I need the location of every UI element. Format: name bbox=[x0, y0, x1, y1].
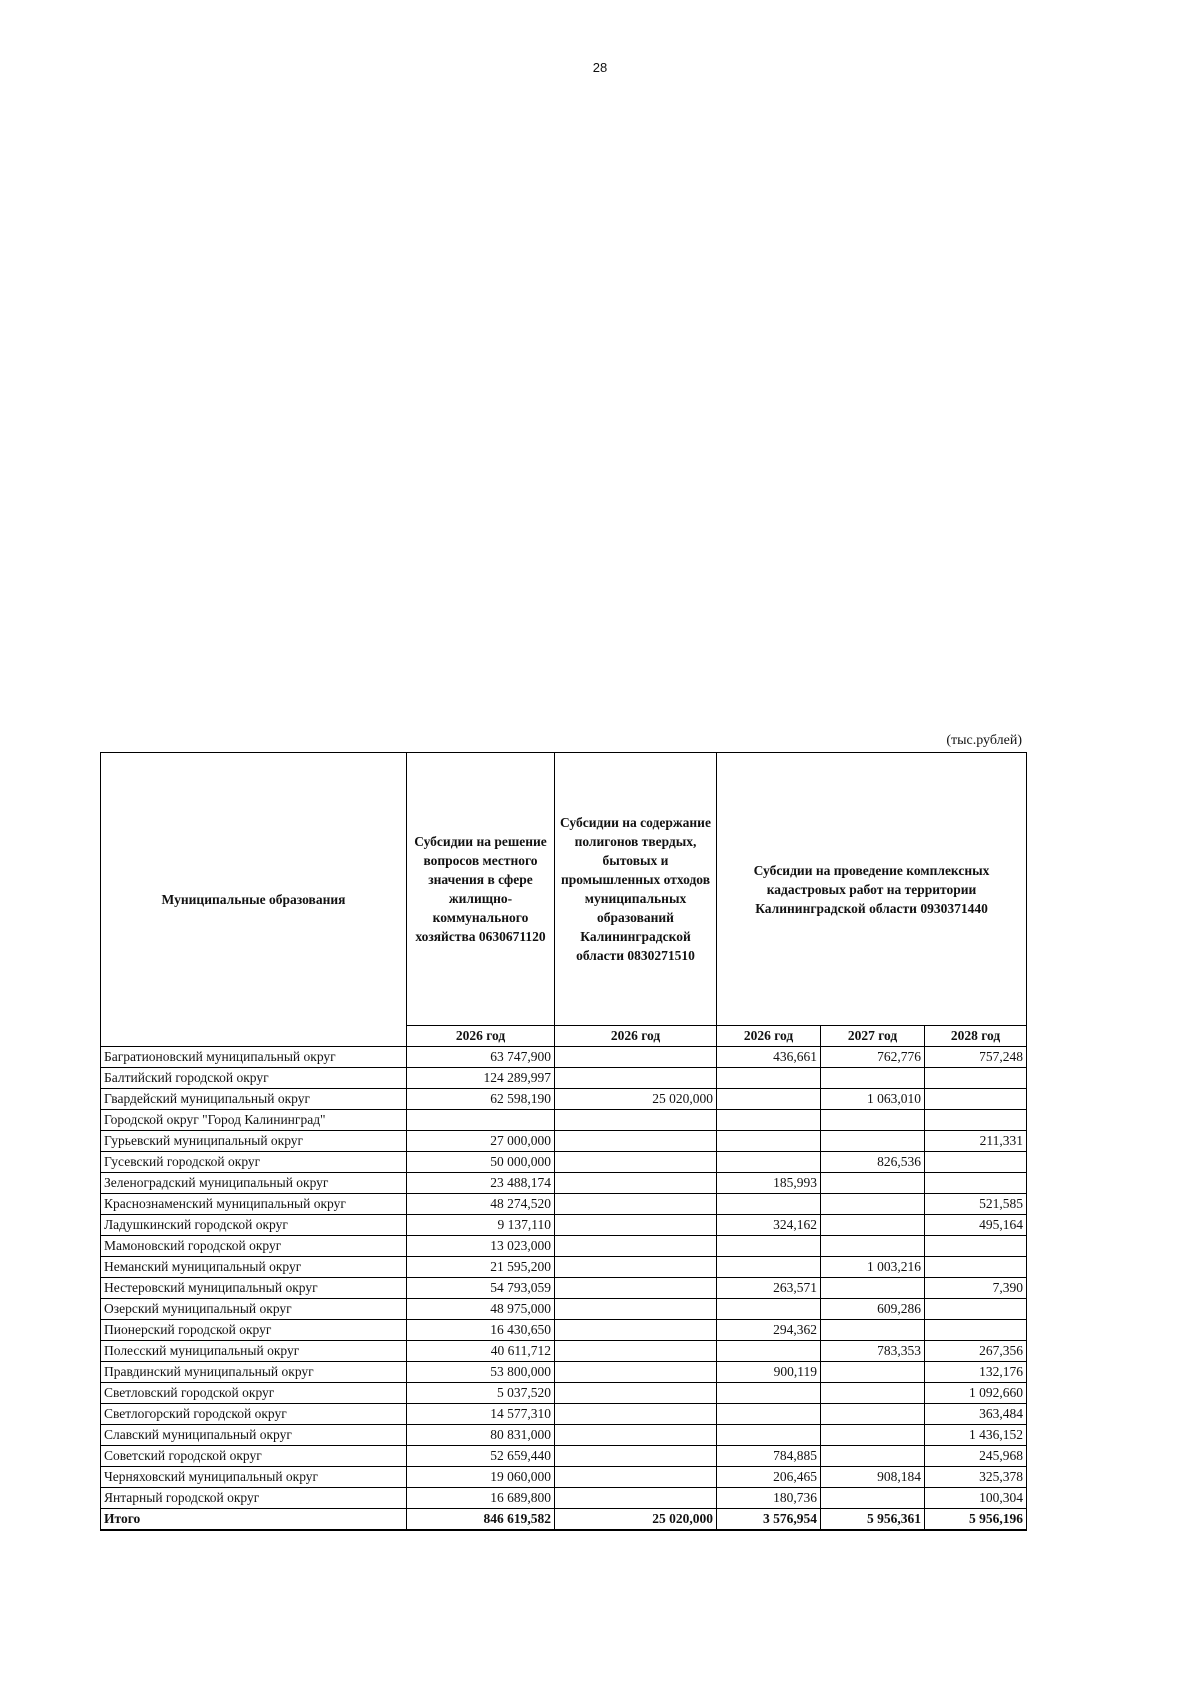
amount-cell: 1 063,010 bbox=[821, 1089, 925, 1110]
amount-cell: 16 430,650 bbox=[407, 1320, 555, 1341]
amount-cell: 1 436,152 bbox=[925, 1425, 1027, 1446]
header-col2: Субсидии на содержание полигонов твердых, бытовых и промышленных отходов муниципальных образований Калининградской области 0830271510 bbox=[555, 753, 717, 1026]
municipality-name: Полесский муниципальный округ bbox=[101, 1341, 407, 1362]
amount-cell: 132,176 bbox=[925, 1362, 1027, 1383]
amount-cell bbox=[555, 1425, 717, 1446]
municipality-name: Светловский городской округ bbox=[101, 1383, 407, 1404]
amount-cell bbox=[925, 1152, 1027, 1173]
amount-cell: 62 598,190 bbox=[407, 1089, 555, 1110]
municipality-name: Неманский муниципальный округ bbox=[101, 1257, 407, 1278]
table-row bbox=[101, 1131, 1027, 1152]
amount-cell bbox=[717, 1131, 821, 1152]
amount-cell bbox=[555, 1362, 717, 1383]
table-row bbox=[101, 1194, 1027, 1215]
amount-cell bbox=[717, 1152, 821, 1173]
table-row bbox=[101, 1362, 1027, 1383]
amount-cell: 1 003,216 bbox=[821, 1257, 925, 1278]
amount-cell: 206,465 bbox=[717, 1467, 821, 1488]
amount-cell: 263,571 bbox=[717, 1278, 821, 1299]
amount-cell bbox=[555, 1299, 717, 1320]
amount-cell bbox=[555, 1320, 717, 1341]
amount-cell bbox=[821, 1236, 925, 1257]
amount-cell: 23 488,174 bbox=[407, 1173, 555, 1194]
amount-cell bbox=[407, 1110, 555, 1131]
amount-cell bbox=[821, 1383, 925, 1404]
amount-cell bbox=[717, 1257, 821, 1278]
amount-cell: 25 020,000 bbox=[555, 1509, 717, 1531]
amount-cell: 19 060,000 bbox=[407, 1467, 555, 1488]
amount-cell bbox=[925, 1257, 1027, 1278]
amount-cell: 5 037,520 bbox=[407, 1383, 555, 1404]
amount-cell bbox=[717, 1110, 821, 1131]
header-municipality: Муниципальные образования bbox=[101, 753, 407, 1047]
amount-cell: 25 020,000 bbox=[555, 1089, 717, 1110]
year-header: 2027 год bbox=[821, 1026, 925, 1047]
amount-cell bbox=[925, 1089, 1027, 1110]
table-row bbox=[101, 1215, 1027, 1236]
amount-cell bbox=[555, 1446, 717, 1467]
page-number: 28 bbox=[592, 60, 608, 75]
municipality-name: Краснознаменский муниципальный округ bbox=[101, 1194, 407, 1215]
amount-cell bbox=[555, 1068, 717, 1089]
table-row bbox=[101, 1257, 1027, 1278]
table-row bbox=[101, 1278, 1027, 1299]
amount-cell bbox=[925, 1173, 1027, 1194]
table-row bbox=[101, 1320, 1027, 1341]
municipality-name: Правдинский муниципальный округ bbox=[101, 1362, 407, 1383]
amount-cell bbox=[821, 1404, 925, 1425]
amount-cell bbox=[821, 1194, 925, 1215]
amount-cell bbox=[717, 1404, 821, 1425]
amount-cell: 5 956,361 bbox=[821, 1509, 925, 1531]
municipality-name: Багратионовский муниципальный округ bbox=[101, 1047, 407, 1068]
amount-cell: 1 092,660 bbox=[925, 1383, 1027, 1404]
amount-cell: 40 611,712 bbox=[407, 1341, 555, 1362]
table-row bbox=[101, 1425, 1027, 1446]
amount-cell: 100,304 bbox=[925, 1488, 1027, 1509]
amount-cell bbox=[555, 1110, 717, 1131]
amount-cell bbox=[717, 1341, 821, 1362]
municipality-name: Светлогорский городской округ bbox=[101, 1404, 407, 1425]
table-row bbox=[101, 1068, 1027, 1089]
amount-cell bbox=[925, 1236, 1027, 1257]
municipality-name: Черняховский муниципальный округ bbox=[101, 1467, 407, 1488]
amount-cell: 826,536 bbox=[821, 1152, 925, 1173]
amount-cell: 124 289,997 bbox=[407, 1068, 555, 1089]
municipality-name: Мамоновский городской округ bbox=[101, 1236, 407, 1257]
amount-cell: 3 576,954 bbox=[717, 1509, 821, 1531]
table-row bbox=[101, 1383, 1027, 1404]
amount-cell: 757,248 bbox=[925, 1047, 1027, 1068]
municipality-name: Гурьевский муниципальный округ bbox=[101, 1131, 407, 1152]
amount-cell: 52 659,440 bbox=[407, 1446, 555, 1467]
amount-cell: 325,378 bbox=[925, 1467, 1027, 1488]
amount-cell: 21 595,200 bbox=[407, 1257, 555, 1278]
total-label: Итого bbox=[101, 1509, 407, 1531]
municipality-name: Советский городской округ bbox=[101, 1446, 407, 1467]
header-col3: Субсидии на проведение комплексных кадастровых работ на территории Калининградской области 0930371440 bbox=[717, 753, 1027, 1026]
municipality-name: Янтарный городской округ bbox=[101, 1488, 407, 1509]
amount-cell: 609,286 bbox=[821, 1299, 925, 1320]
amount-cell: 53 800,000 bbox=[407, 1362, 555, 1383]
amount-cell bbox=[925, 1068, 1027, 1089]
amount-cell: 180,736 bbox=[717, 1488, 821, 1509]
table-row bbox=[101, 1341, 1027, 1362]
amount-cell: 80 831,000 bbox=[407, 1425, 555, 1446]
amount-cell bbox=[821, 1110, 925, 1131]
amount-cell bbox=[555, 1278, 717, 1299]
table-row bbox=[101, 1173, 1027, 1194]
amount-cell bbox=[821, 1488, 925, 1509]
amount-cell bbox=[555, 1488, 717, 1509]
amount-cell: 784,885 bbox=[717, 1446, 821, 1467]
amount-cell: 521,585 bbox=[925, 1194, 1027, 1215]
amount-cell: 846 619,582 bbox=[407, 1509, 555, 1531]
amount-cell bbox=[717, 1236, 821, 1257]
amount-cell bbox=[555, 1215, 717, 1236]
amount-cell: 908,184 bbox=[821, 1467, 925, 1488]
amount-cell bbox=[555, 1131, 717, 1152]
amount-cell bbox=[925, 1110, 1027, 1131]
amount-cell: 900,119 bbox=[717, 1362, 821, 1383]
amount-cell bbox=[821, 1173, 925, 1194]
amount-cell bbox=[821, 1362, 925, 1383]
table-row bbox=[101, 1047, 1027, 1068]
amount-cell bbox=[925, 1320, 1027, 1341]
amount-cell: 267,356 bbox=[925, 1341, 1027, 1362]
amount-cell: 185,993 bbox=[717, 1173, 821, 1194]
amount-cell: 48 975,000 bbox=[407, 1299, 555, 1320]
amount-cell: 436,661 bbox=[717, 1047, 821, 1068]
amount-cell: 63 747,900 bbox=[407, 1047, 555, 1068]
amount-cell: 50 000,000 bbox=[407, 1152, 555, 1173]
amount-cell bbox=[821, 1425, 925, 1446]
table-row bbox=[101, 1446, 1027, 1467]
header-col1: Субсидии на решение вопросов местного значения в сфере жилищно-коммунального хозяйства 0630671120 bbox=[407, 753, 555, 1026]
amount-cell bbox=[821, 1131, 925, 1152]
amount-cell bbox=[717, 1194, 821, 1215]
amount-cell bbox=[555, 1341, 717, 1362]
header-row bbox=[101, 753, 1027, 1026]
amount-cell: 27 000,000 bbox=[407, 1131, 555, 1152]
amount-cell: 9 137,110 bbox=[407, 1215, 555, 1236]
table-row bbox=[101, 1404, 1027, 1425]
amount-cell: 5 956,196 bbox=[925, 1509, 1027, 1531]
municipality-name: Зеленоградский муниципальный округ bbox=[101, 1173, 407, 1194]
amount-cell: 294,362 bbox=[717, 1320, 821, 1341]
amount-cell bbox=[821, 1068, 925, 1089]
amount-cell: 762,776 bbox=[821, 1047, 925, 1068]
amount-cell bbox=[555, 1173, 717, 1194]
table-row bbox=[101, 1299, 1027, 1320]
amount-cell: 14 577,310 bbox=[407, 1404, 555, 1425]
municipality-name: Славский муниципальный округ bbox=[101, 1425, 407, 1446]
year-header: 2026 год bbox=[717, 1026, 821, 1047]
year-header: 2026 год bbox=[407, 1026, 555, 1047]
amount-cell bbox=[821, 1320, 925, 1341]
table-row bbox=[101, 1110, 1027, 1131]
amount-cell bbox=[555, 1257, 717, 1278]
amount-cell: 324,162 bbox=[717, 1215, 821, 1236]
amount-cell bbox=[821, 1215, 925, 1236]
year-header: 2028 год bbox=[925, 1026, 1027, 1047]
municipality-name: Ладушкинский городской округ bbox=[101, 1215, 407, 1236]
table-row bbox=[101, 1236, 1027, 1257]
amount-cell: 16 689,800 bbox=[407, 1488, 555, 1509]
year-header: 2026 год bbox=[555, 1026, 717, 1047]
table-row bbox=[101, 1089, 1027, 1110]
amount-cell: 7,390 bbox=[925, 1278, 1027, 1299]
amount-cell: 245,968 bbox=[925, 1446, 1027, 1467]
municipality-name: Пионерский городской округ bbox=[101, 1320, 407, 1341]
amount-cell bbox=[555, 1236, 717, 1257]
units-label: (тыс.рублей) bbox=[946, 733, 1022, 748]
amount-cell bbox=[555, 1467, 717, 1488]
amount-cell: 783,353 bbox=[821, 1341, 925, 1362]
table-row bbox=[101, 1152, 1027, 1173]
amount-cell bbox=[555, 1194, 717, 1215]
amount-cell: 13 023,000 bbox=[407, 1236, 555, 1257]
municipality-name: Озерский муниципальный округ bbox=[101, 1299, 407, 1320]
table-row bbox=[101, 1467, 1027, 1488]
municipality-name: Гвардейский муниципальный округ bbox=[101, 1089, 407, 1110]
amount-cell bbox=[821, 1446, 925, 1467]
municipality-name: Гусевский городской округ bbox=[101, 1152, 407, 1173]
amount-cell: 363,484 bbox=[925, 1404, 1027, 1425]
municipality-name: Городской округ "Город Калининград" bbox=[101, 1110, 407, 1131]
amount-cell bbox=[717, 1425, 821, 1446]
amount-cell bbox=[555, 1152, 717, 1173]
amount-cell bbox=[555, 1383, 717, 1404]
amount-cell bbox=[555, 1404, 717, 1425]
amount-cell bbox=[717, 1089, 821, 1110]
municipality-name: Балтийский городской округ bbox=[101, 1068, 407, 1089]
amount-cell bbox=[821, 1278, 925, 1299]
table-body bbox=[101, 1047, 1027, 1531]
amount-cell: 211,331 bbox=[925, 1131, 1027, 1152]
municipality-name: Нестеровский муниципальный округ bbox=[101, 1278, 407, 1299]
amount-cell bbox=[925, 1299, 1027, 1320]
amount-cell: 54 793,059 bbox=[407, 1278, 555, 1299]
amount-cell bbox=[555, 1047, 717, 1068]
amount-cell bbox=[717, 1383, 821, 1404]
amount-cell bbox=[717, 1068, 821, 1089]
amount-cell: 48 274,520 bbox=[407, 1194, 555, 1215]
amount-cell bbox=[717, 1299, 821, 1320]
table-row bbox=[101, 1488, 1027, 1509]
total-row bbox=[101, 1509, 1027, 1531]
subsidy-table bbox=[100, 752, 1027, 1531]
amount-cell: 495,164 bbox=[925, 1215, 1027, 1236]
